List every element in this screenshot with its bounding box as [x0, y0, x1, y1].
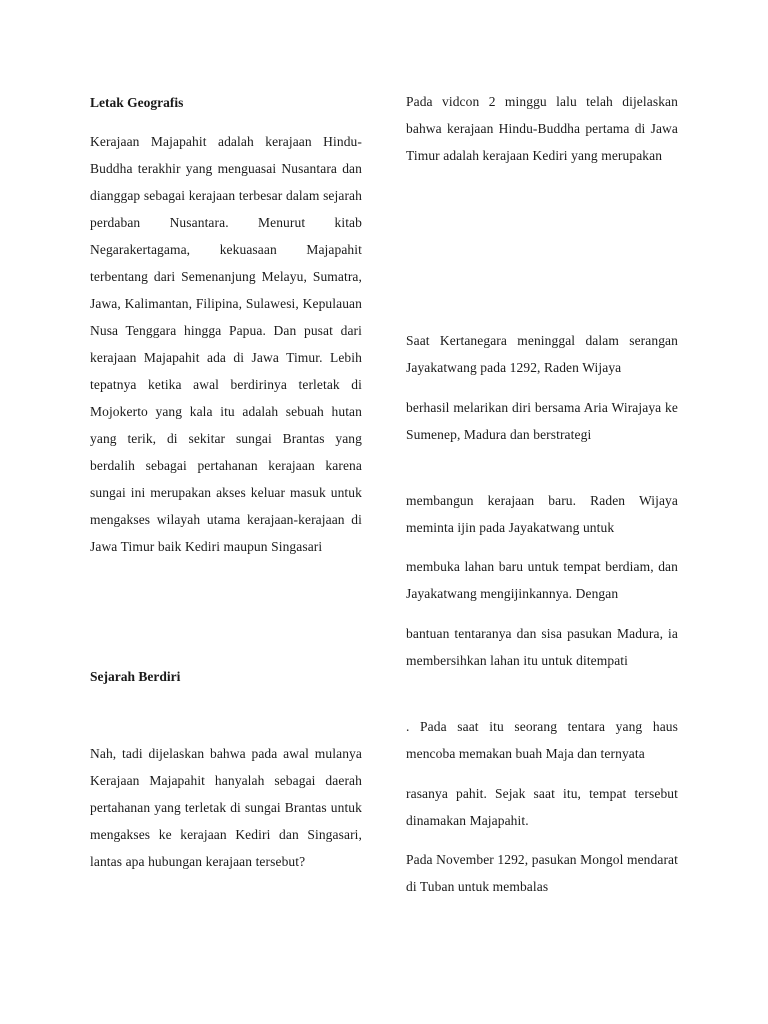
paragraph-bantuan: bantuan tentaranya dan sisa pasukan Madura, ia membersihkan lahan itu untuk ditempati: [406, 626, 678, 668]
paragraph-rasanya-pahit: rasanya pahit. Sejak saat itu, tempat tersebut dinamakan Majapahit.: [406, 786, 678, 828]
paragraph-mongol: Pada November 1292, pasukan Mongol mendarat di Tuban untuk membalas: [406, 852, 678, 894]
paragraph-buah-maja: . Pada saat itu seorang tentara yang haus mencoba memakan buah Maja dan ternyata: [406, 719, 678, 761]
paragraph-kertanegara: Saat Kertanegara meninggal dalam serangan Jayakatwang pada 1292, Raden Wijaya: [406, 333, 678, 375]
paragraph-vidcon: Pada vidcon 2 minggu lalu telah dijelaskan bahwa kerajaan Hindu-Buddha pertama di Jawa Timur adalah kerajaan Kediri yang merupakan: [406, 94, 678, 163]
paragraph-letak-geografis: Kerajaan Majapahit adalah kerajaan Hindu-Buddha terakhir yang menguasai Nusantara dan dianggap sebagai kerajaan terbesar dalam sejarah perdaban Nusantara. Menurut kitab Negarakertagama, kekuasaan Majapahit terbentang dari Semenanjung Melayu, Sumatra, Jawa, Kalimantan, Filipina, Sulawesi, Kepulauan Nusa Tenggara hingga Papua. Dan pusat dari kerajaan Majapahit ada di Jawa Timur. Lebih tepatnya ketika awal berdirinya terletak di Mojokerto yang kala itu adalah sebuah hutan yang terik, di sekitar sungai Brantas yang berdalih sebagai pertahanan kerajaan karena sungai ini merupakan akses keluar masuk untuk mengakses wilayah utama kerajaan-kerajaan di Jawa Timur baik Kediri maupun Singasari: [90, 134, 362, 554]
paragraph-melarikan-diri: berhasil melarikan diri bersama Aria Wirajaya ke Sumenep, Madura dan berstrategi: [406, 400, 678, 442]
heading-sejarah-berdiri: Sejarah Berdiri: [90, 669, 181, 684]
paragraph-membuka-lahan: membuka lahan baru untuk tempat berdiam, dan Jayakatwang mengijinkannya. Dengan: [406, 559, 678, 601]
heading-letak-geografis: Letak Geografis: [90, 95, 184, 110]
paragraph-membangun: membangun kerajaan baru. Raden Wijaya meminta ijin pada Jayakatwang untuk: [406, 493, 678, 535]
paragraph-sejarah-berdiri: Nah, tadi dijelaskan bahwa pada awal mulanya Kerajaan Majapahit hanyalah sebagai daerah pertahanan yang terletak di sungai Brantas untuk mengakses ke kerajaan Kediri dan Singasari, lantas apa hubungan kerajaan tersebut?: [90, 746, 362, 869]
